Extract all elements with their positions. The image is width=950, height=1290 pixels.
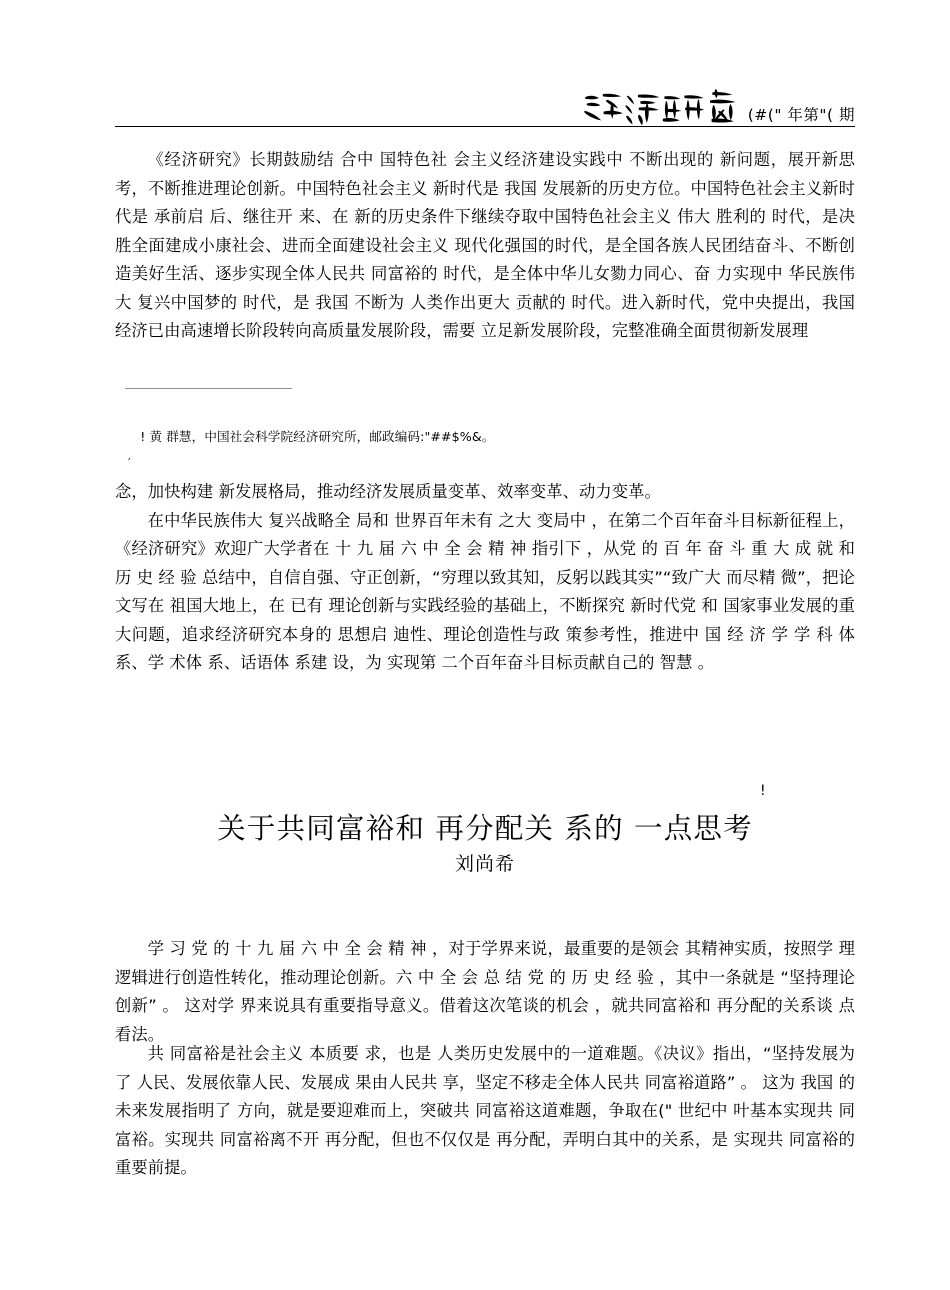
article-author: 刘尚希: [454, 853, 515, 875]
journal-masthead: [115, 78, 855, 130]
article-paragraph-2: 共 同富裕是社会主义 本质要 求，也是 人类历史发展中的一道难题。《决议》指出，“坚持发展为了 人民、发展依靠人民、发展成 果由人民共 享，坚定不移走全体人民共 同富裕道路” 。 这为 我国 的未来发展指明了 方向，就是要迎难而上，突破共 同富裕这道难题，争取在(" 世纪中 叶基本实现共 同富裕。实现共 同富裕离不开 再分配，但也不仅仅是 再分配，弄明白其中的关系，是 实现共 同富裕的重要前提。: [115, 1044, 855, 1177]
stray-mark: ′: [128, 456, 131, 470]
masthead-inner: [582, 86, 855, 126]
editorial-lead-block: [115, 146, 855, 346]
article-paragraph-1: 学 习 党 的 十 九 届 六 中 全 会 精 神 ，对于学界来说，最重要的是领会 其精神实质，按照学 理逻辑进行创造性转化，推动理论创新。六 中 全 会 总 结 党 的 历 史 经 验 ，其中一条就是 “坚持理论创新” 。 这对学 界来说具有重要指导意义。借着这次笔谈的机会 ，就共同富裕和 再分配的关系谈 点看法。: [115, 939, 855, 1044]
editorial-paragraph-1-continued: 念，加快构建 新发展格局，推动经济发展质量变革、效率变革、动力变革。: [115, 482, 661, 501]
article-body-block-1: [115, 935, 855, 1049]
article-title: [217, 783, 767, 849]
calligraphy-masthead-icon: [582, 86, 742, 126]
footnote-author-affiliation: ! 黄 群慧，中国社会科学院经济研究所，邮政编码:"##$%&。: [140, 429, 495, 444]
article-title-text: 关于共同富裕和 再分配关 系的 一点思考: [217, 812, 753, 846]
editorial-continued-block: [115, 478, 855, 678]
footnote-divider: [125, 388, 292, 389]
journal-issue-label: (#(" 年第"( 期: [747, 105, 855, 124]
editorial-paragraph-2: 在中华民族伟大 复兴战略全 局和 世界百年未有 之大 变局中 ，在第二个百年奋斗目标新征程上，《经济研究》欢迎广大学者在 十 九 届 六 中 全 会 精 神 指引下 ，从党 的 百 年 奋 斗 重 大 成 就 和 历 史 经 验 总结中，自信自强、守正创新，“穷理以致其知，反躬以践其实”“致广大 而尽精 微”，把论文写在 祖国大地上，在 已有 理论创新与实践经验的基础上，不断探究 新时代党 和 国家事业发展的重大问题，追求经济研究本身的 思想启 迪性、理论创造性与政 策参考性，推进中 国 经 济 学 学 科 体 系、学 术体 系、话语体 系建 设，为 实现第 二个百年奋斗目标贡献自己的 智慧 。: [115, 510, 855, 672]
masthead-divider: [115, 126, 855, 127]
article-title-footnote-marker: !: [760, 783, 767, 800]
editorial-paragraph-1: 《经济研究》长期鼓励结 合中 国特色社 会主义经济建设实践中 不断出现的 新问题，展开新思考，不断推进理论创新。中国特色社会主义 新时代是 我国 发展新的历史方位。中国特色社会主义新时代是 承前启 后、继往开 来、在 新的历史条件下继续夺取中国特色社会主义 伟大 胜利的 时代，是决 胜全面建成小康社会、进而全面建设社会主义 现代化强国的时代，是全国各族人民团结奋斗、不断创造美好生活、逐步实现全体人民共 同富裕的 时代，是全体中华儿女勠力同心、奋 力实现中 华民族伟大 复兴中国梦的 时代，是 我国 不断为 人类作出更大 贡献的 时代。进入新时代，党中央提出，我国经济已由高速增长阶段转向高质量发展阶段，需要 立足新发展阶段，完整准确全面贯彻新发展理: [115, 150, 855, 340]
article-body-block-2: [115, 1040, 855, 1183]
